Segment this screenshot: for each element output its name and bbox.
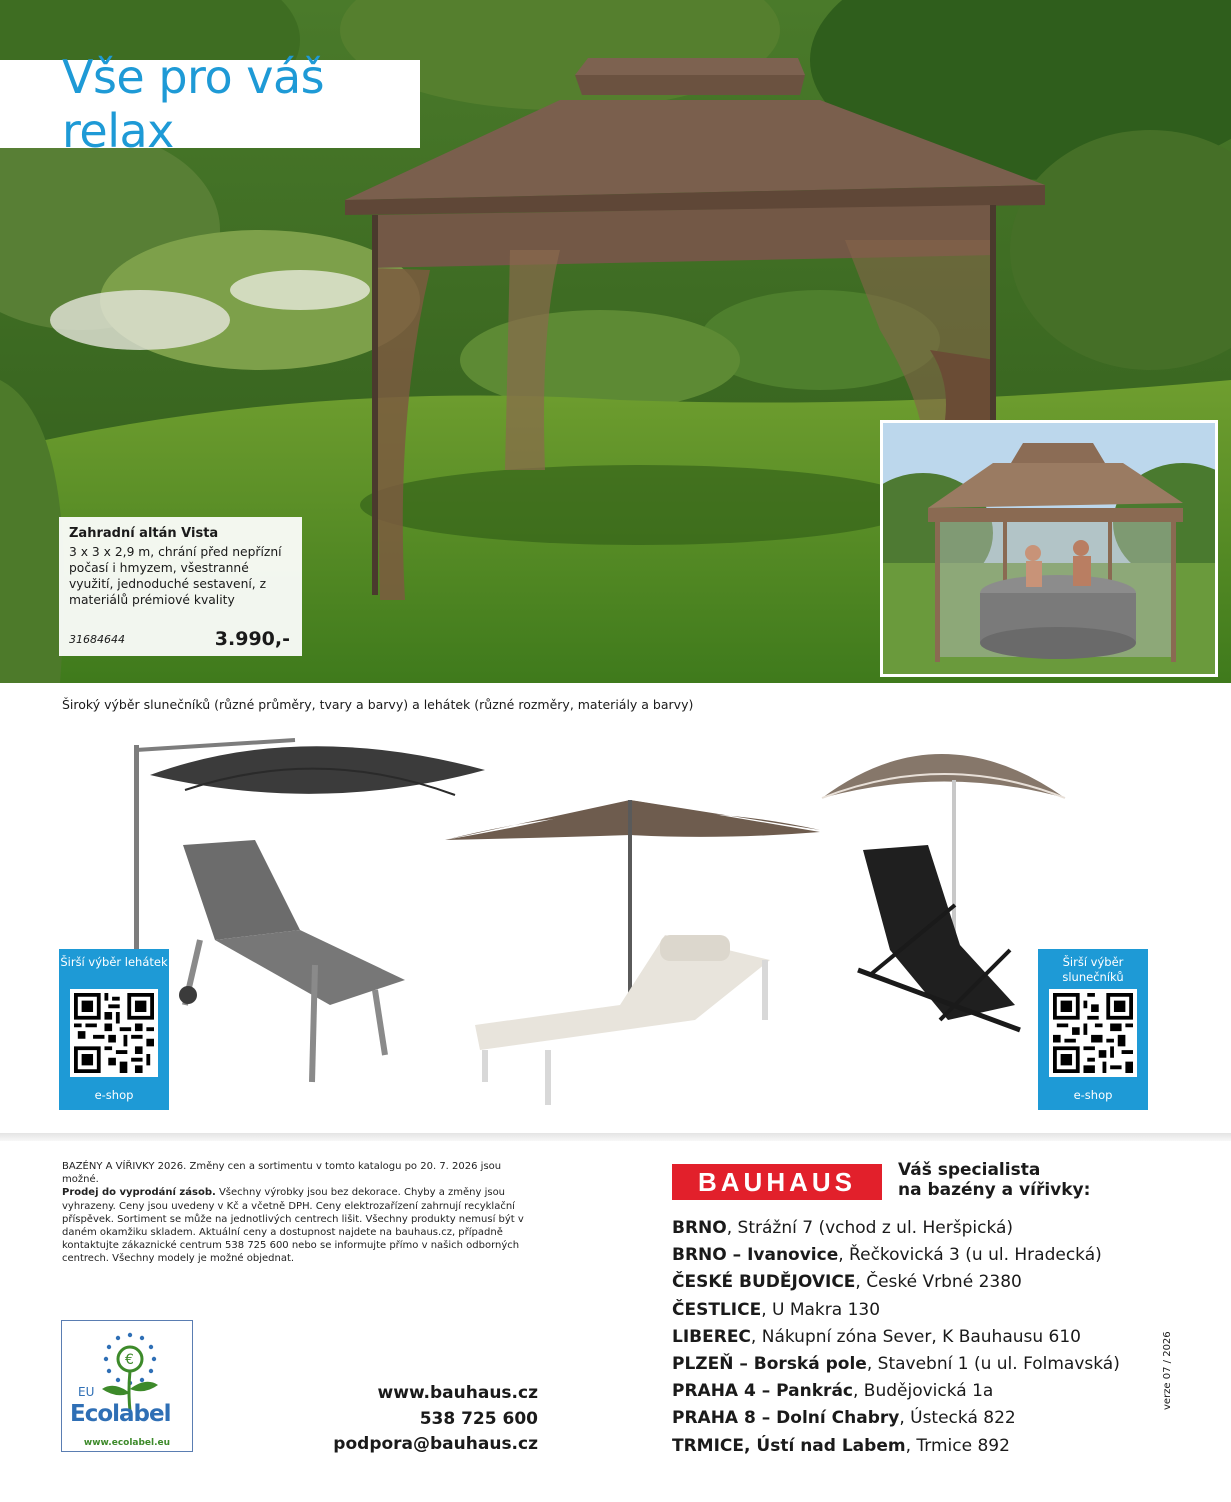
product-description: 3 x 3 x 2,9 m, chrání před nepřízní počasí i hmyzem, všestranné využití, jednoduché sestavení, z materiálů prémiové kvality	[69, 545, 282, 607]
bauhaus-logo	[672, 1164, 882, 1200]
black-lounger	[858, 845, 1020, 1030]
qr-code-icon[interactable]	[1049, 989, 1137, 1077]
legal-notice	[62, 1160, 532, 1266]
store-list	[672, 1215, 1120, 1460]
hero-section	[0, 0, 1231, 683]
qr-box-loungers[interactable]	[59, 949, 169, 1110]
store-item	[672, 1433, 1120, 1460]
qr-box-umbrellas[interactable]	[1038, 949, 1148, 1110]
legal-bold: Prodej do vyprodání zásob.	[62, 1187, 216, 1199]
bauhaus-logo-text: BAUHAUS	[698, 1166, 856, 1197]
version-label: verze 07 / 2026	[1162, 1331, 1173, 1410]
folding-lounger	[179, 840, 405, 1082]
store-city: PLZEŇ – Borská pole	[672, 1354, 867, 1375]
store-item	[672, 1242, 1120, 1269]
eu-ecolabel-logo	[61, 1320, 193, 1452]
store-item	[672, 1324, 1120, 1351]
store-address: , Stavební 1 (u ul. Folmavská)	[866, 1354, 1120, 1375]
store-address: , České Vrbné 2380	[855, 1272, 1022, 1293]
specialist-tagline	[898, 1160, 1090, 1200]
store-item	[672, 1215, 1120, 1242]
qr-code-icon[interactable]	[70, 989, 158, 1077]
store-city: BRNO	[672, 1218, 727, 1238]
hot-tub-gazebo-photo	[880, 420, 1218, 677]
product-card	[59, 517, 302, 656]
store-city: ČESTLICE	[672, 1299, 762, 1320]
store-address: , Ústecká 822	[899, 1408, 1016, 1429]
store-city: LIBEREC	[672, 1326, 751, 1347]
ecolabel-site: www.ecolabel.eu	[83, 1438, 171, 1448]
specialist-line1: Váš specialista	[898, 1160, 1041, 1180]
legal-rest: Všechny výrobky jsou bez dekorace. Chyby a změny jsou vyhrazeny. Ceny jsou uvedeny v Kč a včetně DPH. Ceny elektrozařízení zahrnují recyklační příspěvek. Sortiment se může na jednotlivých centrech lišit. Všechny produkty nemusí být v daném okamžiku skladem. Aktuální ceny a dostupnost najdete na bauhaus.cz, případně kontaktujte zákaznické centrum 538 725 600 nebo se informujte přímo v našich odborných centrech. Všechny modely je možné objednat.	[62, 1187, 524, 1265]
store-item	[672, 1269, 1120, 1296]
qr-footer-loungers: e-shop	[94, 1088, 134, 1102]
store-address: , Strážní 7 (vchod z ul. Heršpická)	[726, 1218, 1014, 1238]
store-item	[672, 1378, 1120, 1405]
contact-block	[333, 1381, 538, 1458]
store-address: , Řečkovická 3 (u ul. Hradecká)	[838, 1245, 1102, 1266]
contact-email[interactable]: podpora@bauhaus.cz	[333, 1434, 538, 1454]
svg-text:€: €	[125, 1352, 134, 1368]
store-city: PRAHA 4 – Pankrác	[672, 1381, 853, 1402]
store-city: PRAHA 8 – Dolní Chabry	[672, 1408, 900, 1429]
store-city: TRMICE, Ústí nad Labem	[672, 1435, 906, 1456]
specialist-line2: na bazény a vířivky:	[898, 1180, 1091, 1200]
product-price: 3.990,-	[214, 628, 290, 650]
ecolabel-word: Ecolabel	[70, 1401, 171, 1427]
store-address: , Budějovická 1a	[853, 1381, 994, 1402]
store-address: , U Makra 130	[761, 1299, 881, 1320]
qr-title-umbrellas: Širší výběr slunečníků	[1062, 955, 1124, 984]
contact-web[interactable]: www.bauhaus.cz	[377, 1383, 538, 1403]
store-item	[672, 1351, 1120, 1378]
hero-title-box	[0, 50, 420, 158]
cushioned-lounger	[475, 935, 770, 1105]
assortment-note: Široký výběr slunečníků (různé průměry, tvary a barvy) a lehátek (různé rozměry, materiály a barvy)	[62, 697, 694, 712]
store-item	[672, 1297, 1120, 1324]
store-city: BRNO – Ivanovice	[672, 1245, 839, 1266]
store-item	[672, 1405, 1120, 1432]
ecolabel-eu: EU	[78, 1385, 95, 1399]
store-address: , Trmice 892	[905, 1435, 1010, 1456]
hot-tub-gazebo-illustration	[883, 423, 1215, 674]
qr-title-loungers: Širší výběr lehátek	[60, 955, 168, 969]
store-city: ČESKÉ BUDĚJOVICE	[672, 1272, 856, 1293]
product-code: 31684644	[69, 633, 125, 646]
store-address: , Nákupní zóna Sever, K Bauhausu 610	[750, 1326, 1081, 1347]
legal-line1: BAZÉNY A VÍŘIVKY 2026. Změny cen a sortimentu v tomto katalogu po 20. 7. 2026 jsou možné.	[62, 1161, 502, 1186]
product-name: Zahradní altán Vista	[69, 526, 219, 541]
qr-footer-umbrellas: e-shop	[1073, 1088, 1113, 1102]
section-divider	[0, 1133, 1231, 1141]
contact-phone[interactable]: 538 725 600	[419, 1408, 538, 1429]
hero-title: Vše pro váš relax	[62, 50, 325, 158]
